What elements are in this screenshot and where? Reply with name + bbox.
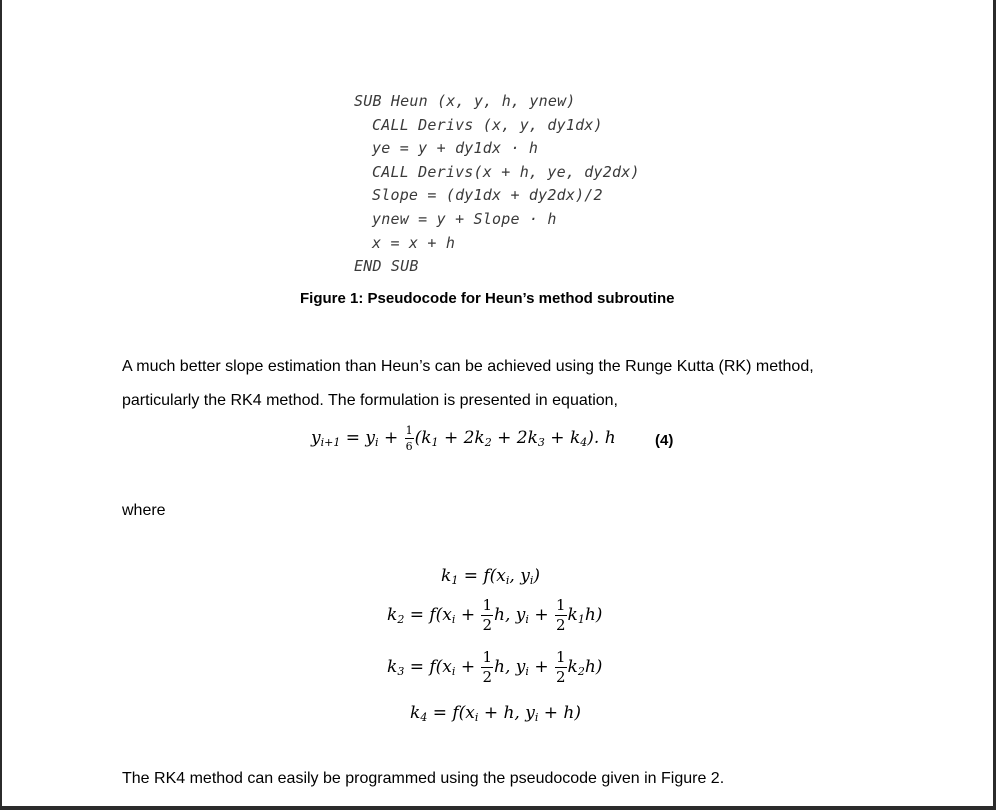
k-end: + h) [538,703,582,723]
half-fraction [481,598,493,633]
k-end: ) [533,566,541,586]
eq-sub: 1 [431,436,439,449]
eq-sub: 3 [537,436,545,449]
k-plus: + [528,605,554,625]
frac-num: 1 [482,648,493,666]
k4-equation [410,703,581,724]
eq-term: + 2k [491,428,538,448]
k-rhs: = f(x [458,566,506,586]
paragraph-line-1: A much better slope estimation than Heun’s can be achieved using the Runge Kutta (RK) method, [122,358,814,375]
half-fraction [481,650,493,685]
k-symbol: k [387,657,398,677]
pseudocode-block [354,90,640,279]
code-line: CALL Derivs(x + h, ye, dy2dx) [372,162,640,181]
k-term: k [567,605,578,625]
code-line: CALL Derivs (x, y, dy1dx) [372,115,603,134]
k-plus: + [455,605,481,625]
code-line: ye = y + dy1dx · h [372,139,539,158]
eq-fraction [405,425,414,452]
page-border-left [0,0,2,810]
eq-plus: + [378,428,404,448]
k-sub: 2 [397,613,405,626]
x-sub: i [451,613,456,626]
k-sub: 3 [397,665,405,678]
k-end: h) [584,605,603,625]
k-end: h) [584,657,603,677]
y-sub: i [525,665,529,678]
frac-num: 1 [482,596,493,614]
code-line: ynew = y + Slope · h [372,209,557,228]
half-fraction [555,650,567,685]
k-symbol: k [387,605,398,625]
k-mid: , y [509,566,530,586]
frac-num: 1 [556,648,566,666]
eq-yi-sub: i [375,436,379,449]
closing-line: The RK4 method can easily be programmed using the pseudocode given in Figure 2. [122,770,725,787]
eq-yi: y [365,428,376,448]
eq-sub: 2 [484,436,492,449]
k-sub: 1 [577,613,585,626]
k-plus: + [455,657,481,677]
k-rhs: = f(x [427,703,475,723]
y-sub: i [525,613,529,626]
frac-den: 2 [482,616,493,634]
y-sub: i [529,574,534,587]
k-symbol: k [410,703,421,723]
page-border-bottom [0,806,996,810]
x-sub: i [505,574,510,587]
frac-num: 1 [405,424,413,437]
x-sub: i [474,711,479,724]
frac-num: 1 [556,596,566,614]
eq-body: (k [414,428,432,448]
k3-equation [387,650,602,685]
y-sub: i [534,711,539,724]
eq-equals: = [340,428,366,448]
k-mid: + h, y [478,703,535,723]
eq-term: + k [544,428,581,448]
eq-lhs: y [311,428,321,448]
k-sub: 2 [577,665,585,678]
k-symbol: k [441,566,452,586]
code-line: Slope = (dy1dx + dy2dx)/2 [372,186,603,205]
k-sub: 1 [451,574,459,587]
equation-4 [311,425,616,452]
half-fraction [555,598,567,633]
frac-den: 2 [482,668,493,686]
eq-tail: ). h [587,428,616,448]
x-sub: i [451,665,456,678]
eq-lhs-sub: i+1 [320,436,341,449]
code-line: SUB Heun (x, y, h, ynew) [354,92,576,110]
eq-term: + 2k [438,428,485,448]
k-term: h, y [494,605,526,625]
where-label: where [122,502,166,519]
frac-den: 2 [556,668,566,686]
k-term: k [567,657,578,677]
k2-equation [387,598,602,633]
k-rhs: = f(x [404,605,452,625]
k-term: h, y [494,657,526,677]
equation-number: (4) [655,432,674,449]
k1-equation [441,566,540,587]
k-sub: 4 [420,711,428,724]
code-line: x = x + h [372,233,456,252]
paragraph-line-2: particularly the RK4 method. The formulation is presented in equation, [122,392,618,409]
code-line: END SUB [354,257,419,276]
k-rhs: = f(x [404,657,452,677]
eq-sub: 4 [580,436,588,449]
k-plus: + [528,657,554,677]
figure-caption: Figure 1: Pseudocode for Heun’s method subroutine [300,290,675,307]
frac-den: 6 [405,440,413,453]
frac-den: 2 [556,616,566,634]
